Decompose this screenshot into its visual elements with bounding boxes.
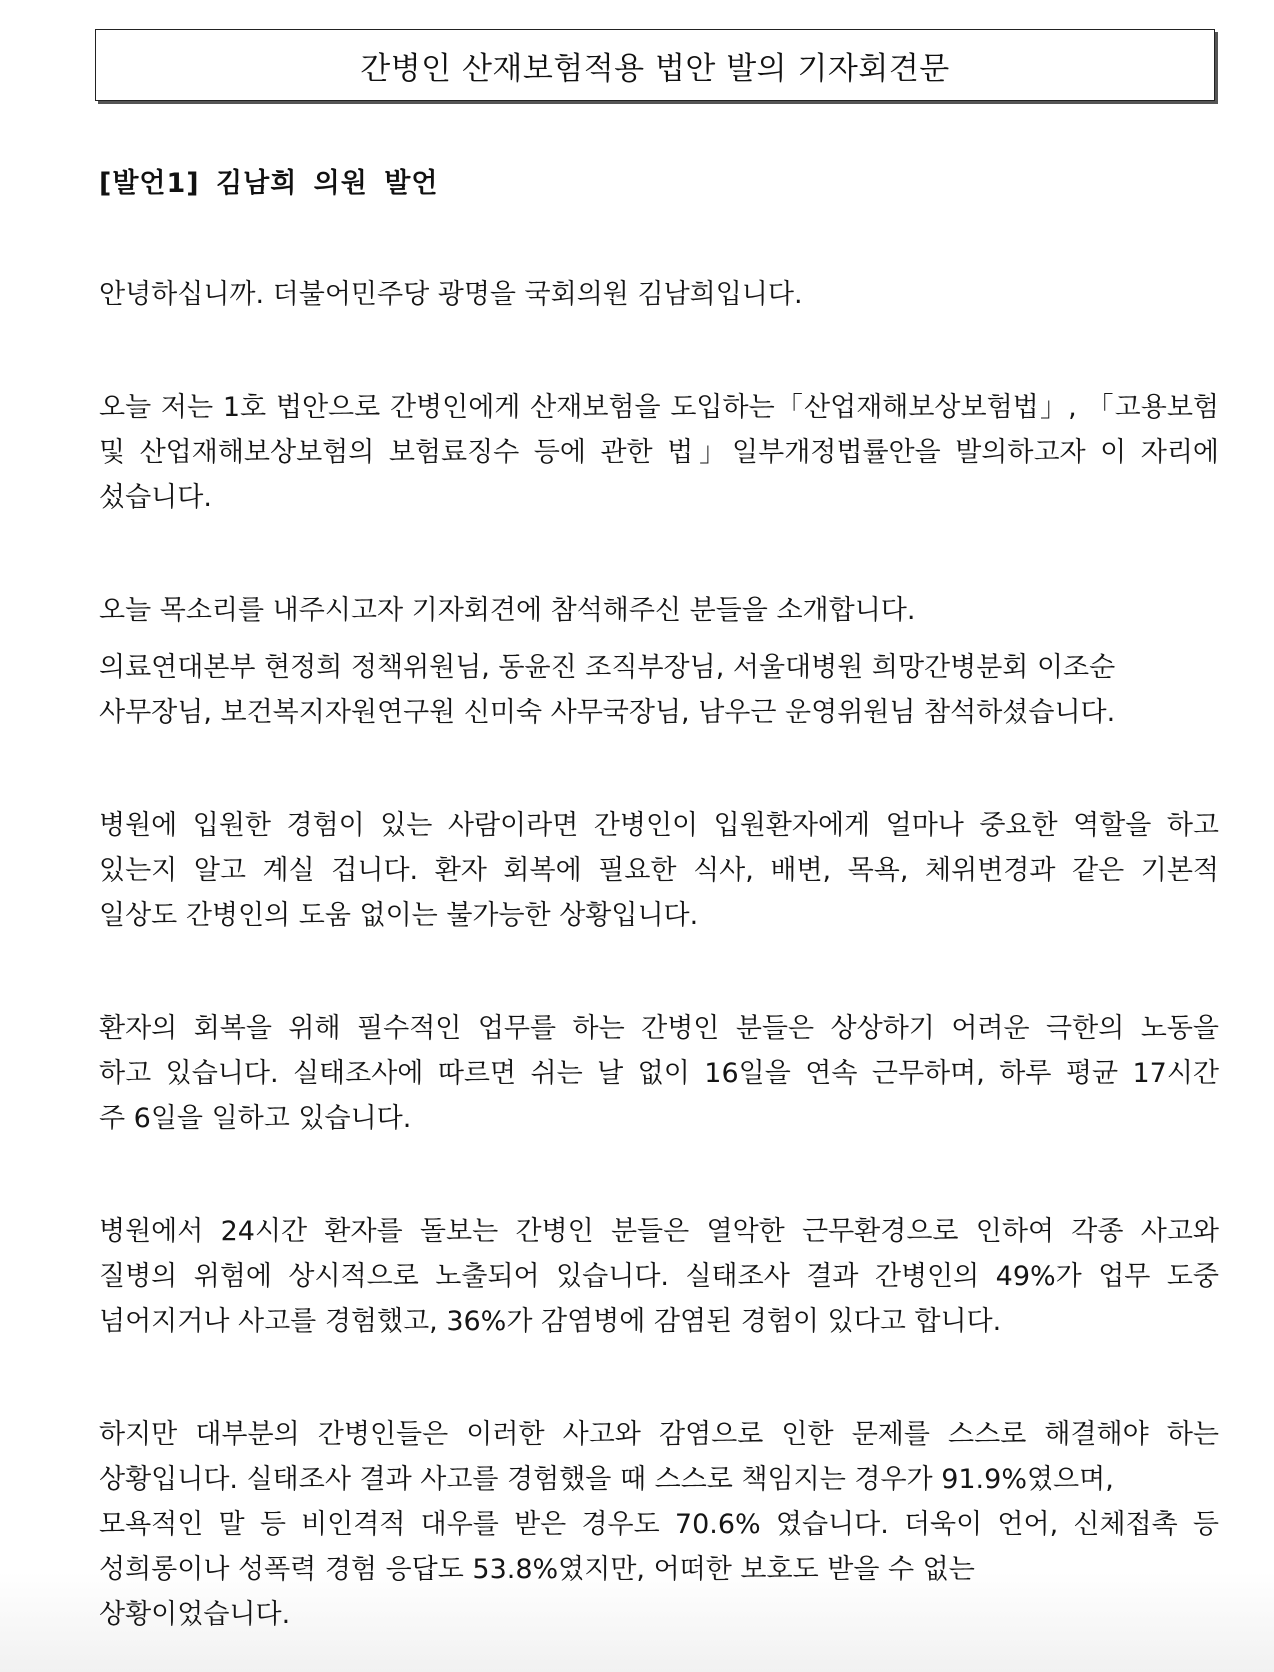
paragraph-line: 섰습니다. (99, 482, 212, 513)
title-box (95, 29, 1215, 101)
paragraph-line: 의료연대본부 현정희 정책위원님, 동윤진 조직부장님, 서울대병원 희망간병분회 이조순 (99, 652, 1116, 683)
document-title: 간병인 산재보험적용 법안 발의 기자회견문 (360, 50, 950, 87)
paragraph-line: 안녕하십니까. 더불어민주당 광명을 국회의원 김남희입니다. (99, 279, 803, 310)
paragraph-line: 일상도 간병인의 도움 없이는 불가능한 상황입니다. (99, 900, 699, 931)
paragraph-line: 넘어지거나 사고를 경험했고, 36%가 감염병에 감염된 경험이 있다고 합니다. (99, 1306, 1002, 1337)
paragraph-line: 병원에 입원한 경험이 있는 사람이라면 간병인이 입원환자에게 얼마나 중요한 역할을 하고 (99, 810, 1219, 841)
paragraph-line: 오늘 목소리를 내주시고자 기자회견에 참석해주신 분들을 소개합니다. (99, 595, 916, 626)
paragraph-line: 하고 있습니다. 실태조사에 따르면 쉬는 날 없이 16일을 연속 근무하며, 하루 평균 17시간 (99, 1058, 1219, 1089)
paragraph-line: 모욕적인 말 등 비인격적 대우를 받은 경우도 70.6% 였습니다. 더욱이 언어, 신체접촉 등 (99, 1509, 1219, 1540)
speech-heading: [발언1] 김남희 의원 발언 (99, 168, 439, 199)
paragraph-line: 오늘 저는 1호 법안으로 간병인에게 산재보험을 도입하는「산업재해보상보험법」, 「고용보험 (99, 392, 1219, 423)
paragraph-line: 상황입니다. 실태조사 결과 사고를 경험했을 때 스스로 책임지는 경우가 91.9%였으며, (99, 1464, 1114, 1495)
paragraph-line: 질병의 위험에 상시적으로 노출되어 있습니다. 실태조사 결과 간병인의 49%가 업무 도중 (99, 1261, 1219, 1292)
paragraph-line: 및 산업재해보상보험의 보험료징수 등에 관한 법」일부개정법률안을 발의하고자 이 자리에 (99, 437, 1219, 468)
paragraph-line: 병원에서 24시간 환자를 돌보는 간병인 분들은 열악한 근무환경으로 인하여 각종 사고와 (99, 1216, 1219, 1247)
paragraph-line: 주 6일을 일하고 있습니다. (99, 1103, 412, 1134)
paragraph-line: 상황이었습니다. (99, 1599, 291, 1630)
paragraph-line: 사무장님, 보건복지자원연구원 신미숙 사무국장님, 남우근 운영위원님 참석하셨습니다. (99, 697, 1116, 728)
paragraph-line: 환자의 회복을 위해 필수적인 업무를 하는 간병인 분들은 상상하기 어려운 극한의 노동을 (99, 1013, 1219, 1044)
paragraph-line: 있는지 알고 계실 겁니다. 환자 회복에 필요한 식사, 배변, 목욕, 체위변경과 같은 기본적 (99, 855, 1219, 886)
paragraph-line: 하지만 대부분의 간병인들은 이러한 사고와 감염으로 인한 문제를 스스로 해결해야 하는 (99, 1419, 1219, 1450)
paragraph-line: 성희롱이나 성폭력 경험 응답도 53.8%였지만, 어떠한 보호도 받을 수 없는 (99, 1554, 975, 1585)
